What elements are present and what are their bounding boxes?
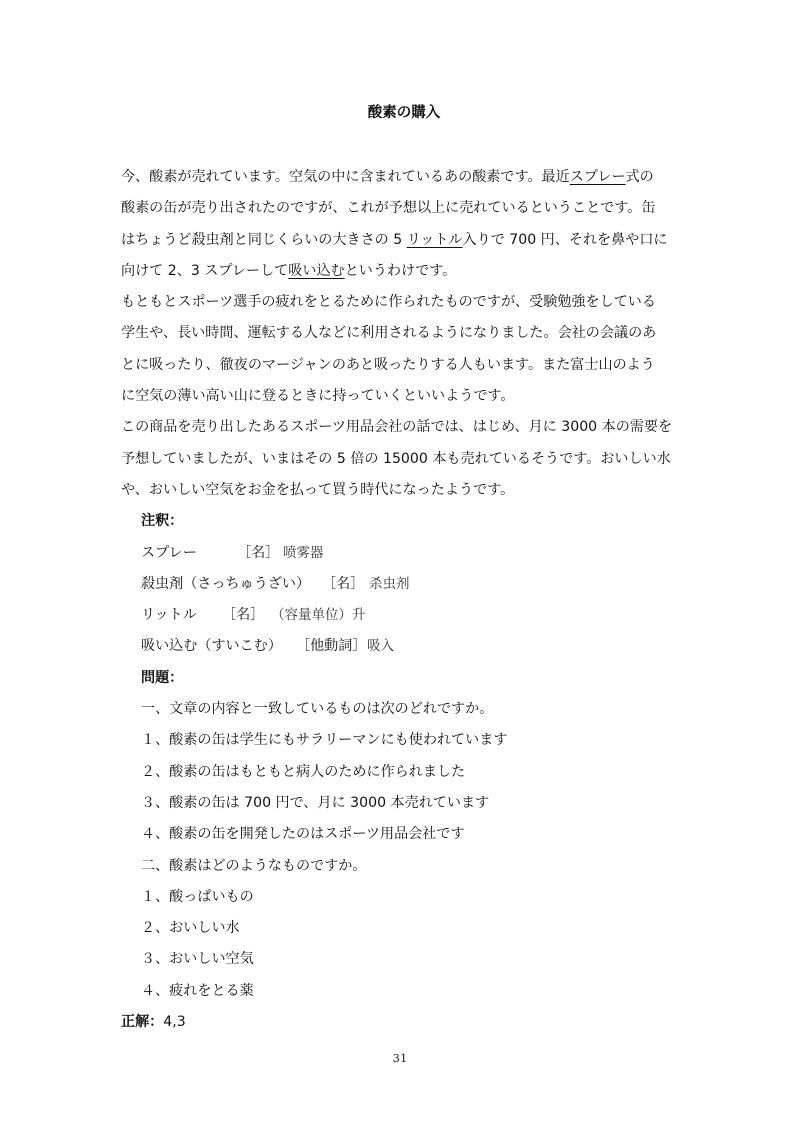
document-body	[121, 162, 681, 1038]
underlined-word: スプレー	[569, 169, 626, 185]
passage-text: はちょうど殺虫剤と同じくらいの大きさの 5	[121, 231, 407, 248]
note-term: 殺虫剤（さっちゅうざい）	[141, 575, 311, 592]
notes-heading: 注釈：	[141, 513, 184, 530]
underlined-word: リットル	[406, 231, 463, 248]
note-gloss: 吸入	[367, 638, 394, 655]
passage-line: もともとスポーツ選手の疲れをとるために作られたものですが、受験勉強をしている	[121, 294, 656, 311]
note-entry	[121, 538, 681, 569]
passage-text: 向けて 2、3 スプレーして	[121, 262, 289, 279]
page-number: 31	[392, 1051, 408, 1065]
question-option: ２、酸素の缶はもともと病人のために作られました	[141, 763, 466, 780]
question-option: １、酸っぱいもの	[141, 888, 254, 905]
note-part-of-speech: ［名］	[222, 607, 265, 624]
note-entry	[121, 569, 681, 600]
answer-value: 4,3	[163, 1014, 186, 1031]
passage-line: に空気の薄い高い山に登るときに持っていくといいようです。	[121, 388, 515, 405]
passage-line	[121, 225, 681, 256]
question-option: ４、疲れをとる薬	[141, 982, 254, 999]
passage-line: この商品を売り出したあるスポーツ用品会社の話では、はじめ、月に 3000 本の需要を	[121, 419, 673, 436]
question-option: ４、酸素の缶を開発したのはスポーツ用品会社です	[141, 826, 465, 843]
note-gloss: 杀虫剂	[369, 575, 410, 592]
note-entry	[121, 631, 681, 662]
note-gloss: 喷雾器	[283, 544, 324, 561]
question-option: ２、おいしい水	[141, 920, 240, 937]
page-title: 酸素の購入	[367, 105, 441, 121]
question-option: １、酸素の缶は学生にもサラリーマンにも使われています	[141, 732, 508, 749]
passage-line: 酸素の缶が売り出されたのですが、これが予想以上に売れているということです。缶	[121, 200, 656, 217]
note-term: スプレー	[141, 544, 197, 561]
note-gloss: （容量单位）升	[271, 607, 366, 624]
question-option: ３、酸素の缶は 700 円で、月に 3000 本売れています	[141, 794, 490, 811]
passage-line: や、おいしい空気をお金を払って買う時代になったようです。	[121, 481, 515, 498]
note-part-of-speech: ［他動詞］	[296, 638, 367, 655]
passage-text: 今、酸素が売れています。空気の中に含まれているあの酸素です。最近	[121, 169, 570, 185]
answer-label: 正解：	[121, 1014, 164, 1031]
passage-text: というわけです。	[344, 262, 457, 279]
note-term: 吸い込む（すいこむ）	[141, 638, 282, 655]
question-prompt: 二、酸素はどのようなものですか。	[141, 857, 367, 874]
question-prompt: 一、文章の内容と一致しているものは次のどれですか。	[141, 701, 494, 718]
passage-line	[121, 256, 681, 287]
passage-text: 式の	[625, 169, 654, 185]
passage-text: 入りで 700 円、それを鼻や口に	[462, 231, 668, 248]
question-option: ３、おいしい空気	[141, 951, 254, 968]
questions-heading: 問題：	[141, 669, 184, 686]
underlined-word: 吸い込む	[288, 262, 345, 279]
note-part-of-speech: ［名］	[322, 575, 365, 592]
note-part-of-speech: ［名］	[237, 544, 280, 561]
passage-line: 学生や、長い時間、運転する人などに利用されるようになりました。会社の会議のあ	[121, 325, 657, 342]
passage-line	[121, 162, 681, 193]
note-term: リットル	[141, 607, 197, 624]
answer-line	[121, 1007, 681, 1038]
passage-line: とに吸ったり、徹夜のマージャンのあと吸ったりする人もいます。また富士山のよう	[121, 356, 655, 373]
note-entry	[121, 600, 681, 631]
passage-line: 予想していましたが、いまはその 5 倍の 15000 本も売れているそうです。おいしい水	[121, 450, 671, 467]
